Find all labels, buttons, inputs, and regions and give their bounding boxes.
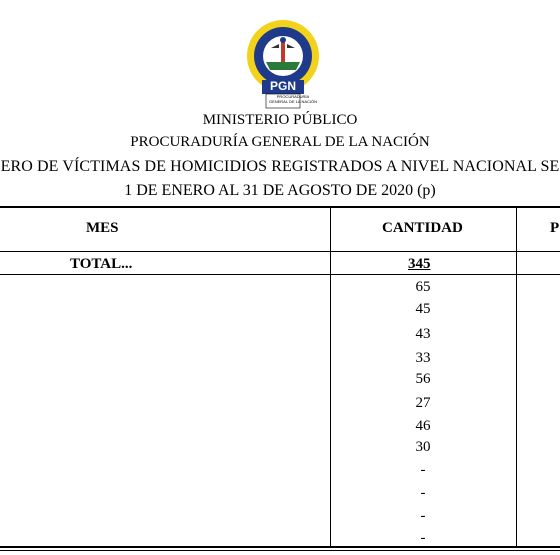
table-cell-cantidad: - bbox=[420, 462, 426, 478]
total-value: 345 bbox=[408, 256, 431, 272]
table-cell-cantidad: 33 bbox=[415, 350, 431, 366]
table-cell-cantidad: 30 bbox=[415, 439, 431, 455]
column-header-third: P bbox=[550, 220, 560, 236]
table-top-border bbox=[0, 206, 560, 208]
total-label: TOTAL... bbox=[70, 256, 133, 272]
table-cell-cantidad: 65 bbox=[415, 279, 431, 295]
table-cell-cantidad: - bbox=[420, 530, 426, 546]
table-cell-cantidad: 56 bbox=[415, 371, 431, 387]
table-bottom-border-2 bbox=[0, 550, 560, 551]
table-cell-cantidad: 43 bbox=[415, 326, 431, 342]
table-cell-cantidad: 27 bbox=[415, 395, 431, 411]
header-date-range: 1 DE ENERO AL 31 DE AGOSTO DE 2020 (p) bbox=[124, 182, 436, 199]
column-header-cantidad: CANTIDAD bbox=[382, 220, 463, 236]
logo-acronym: PGN bbox=[270, 79, 297, 93]
header-table-title: ERO DE VÍCTIMAS DE HOMICIDIOS REGISTRADOS A NIVEL NACIONAL SE bbox=[0, 158, 560, 175]
column-divider-cantidad bbox=[516, 207, 517, 548]
column-divider-mes bbox=[330, 207, 331, 548]
table-bottom-border bbox=[0, 546, 560, 548]
header-ministerio: MINISTERIO PÚBLICO bbox=[202, 112, 358, 128]
logo-sub-text: PROCURADURÍA GENERAL DE LA NACIÓN bbox=[268, 94, 318, 104]
column-header-mes: MES bbox=[86, 220, 119, 236]
table-cell-cantidad: 45 bbox=[415, 301, 431, 317]
table-cell-cantidad: - bbox=[420, 485, 426, 501]
header-row-divider bbox=[0, 251, 560, 252]
table-cell-cantidad: 46 bbox=[415, 418, 431, 434]
table-cell-cantidad: - bbox=[420, 508, 426, 524]
header-procuraduria: PROCURADURÍA GENERAL DE LA NACIÓN bbox=[130, 134, 430, 150]
total-row-divider bbox=[0, 274, 560, 275]
